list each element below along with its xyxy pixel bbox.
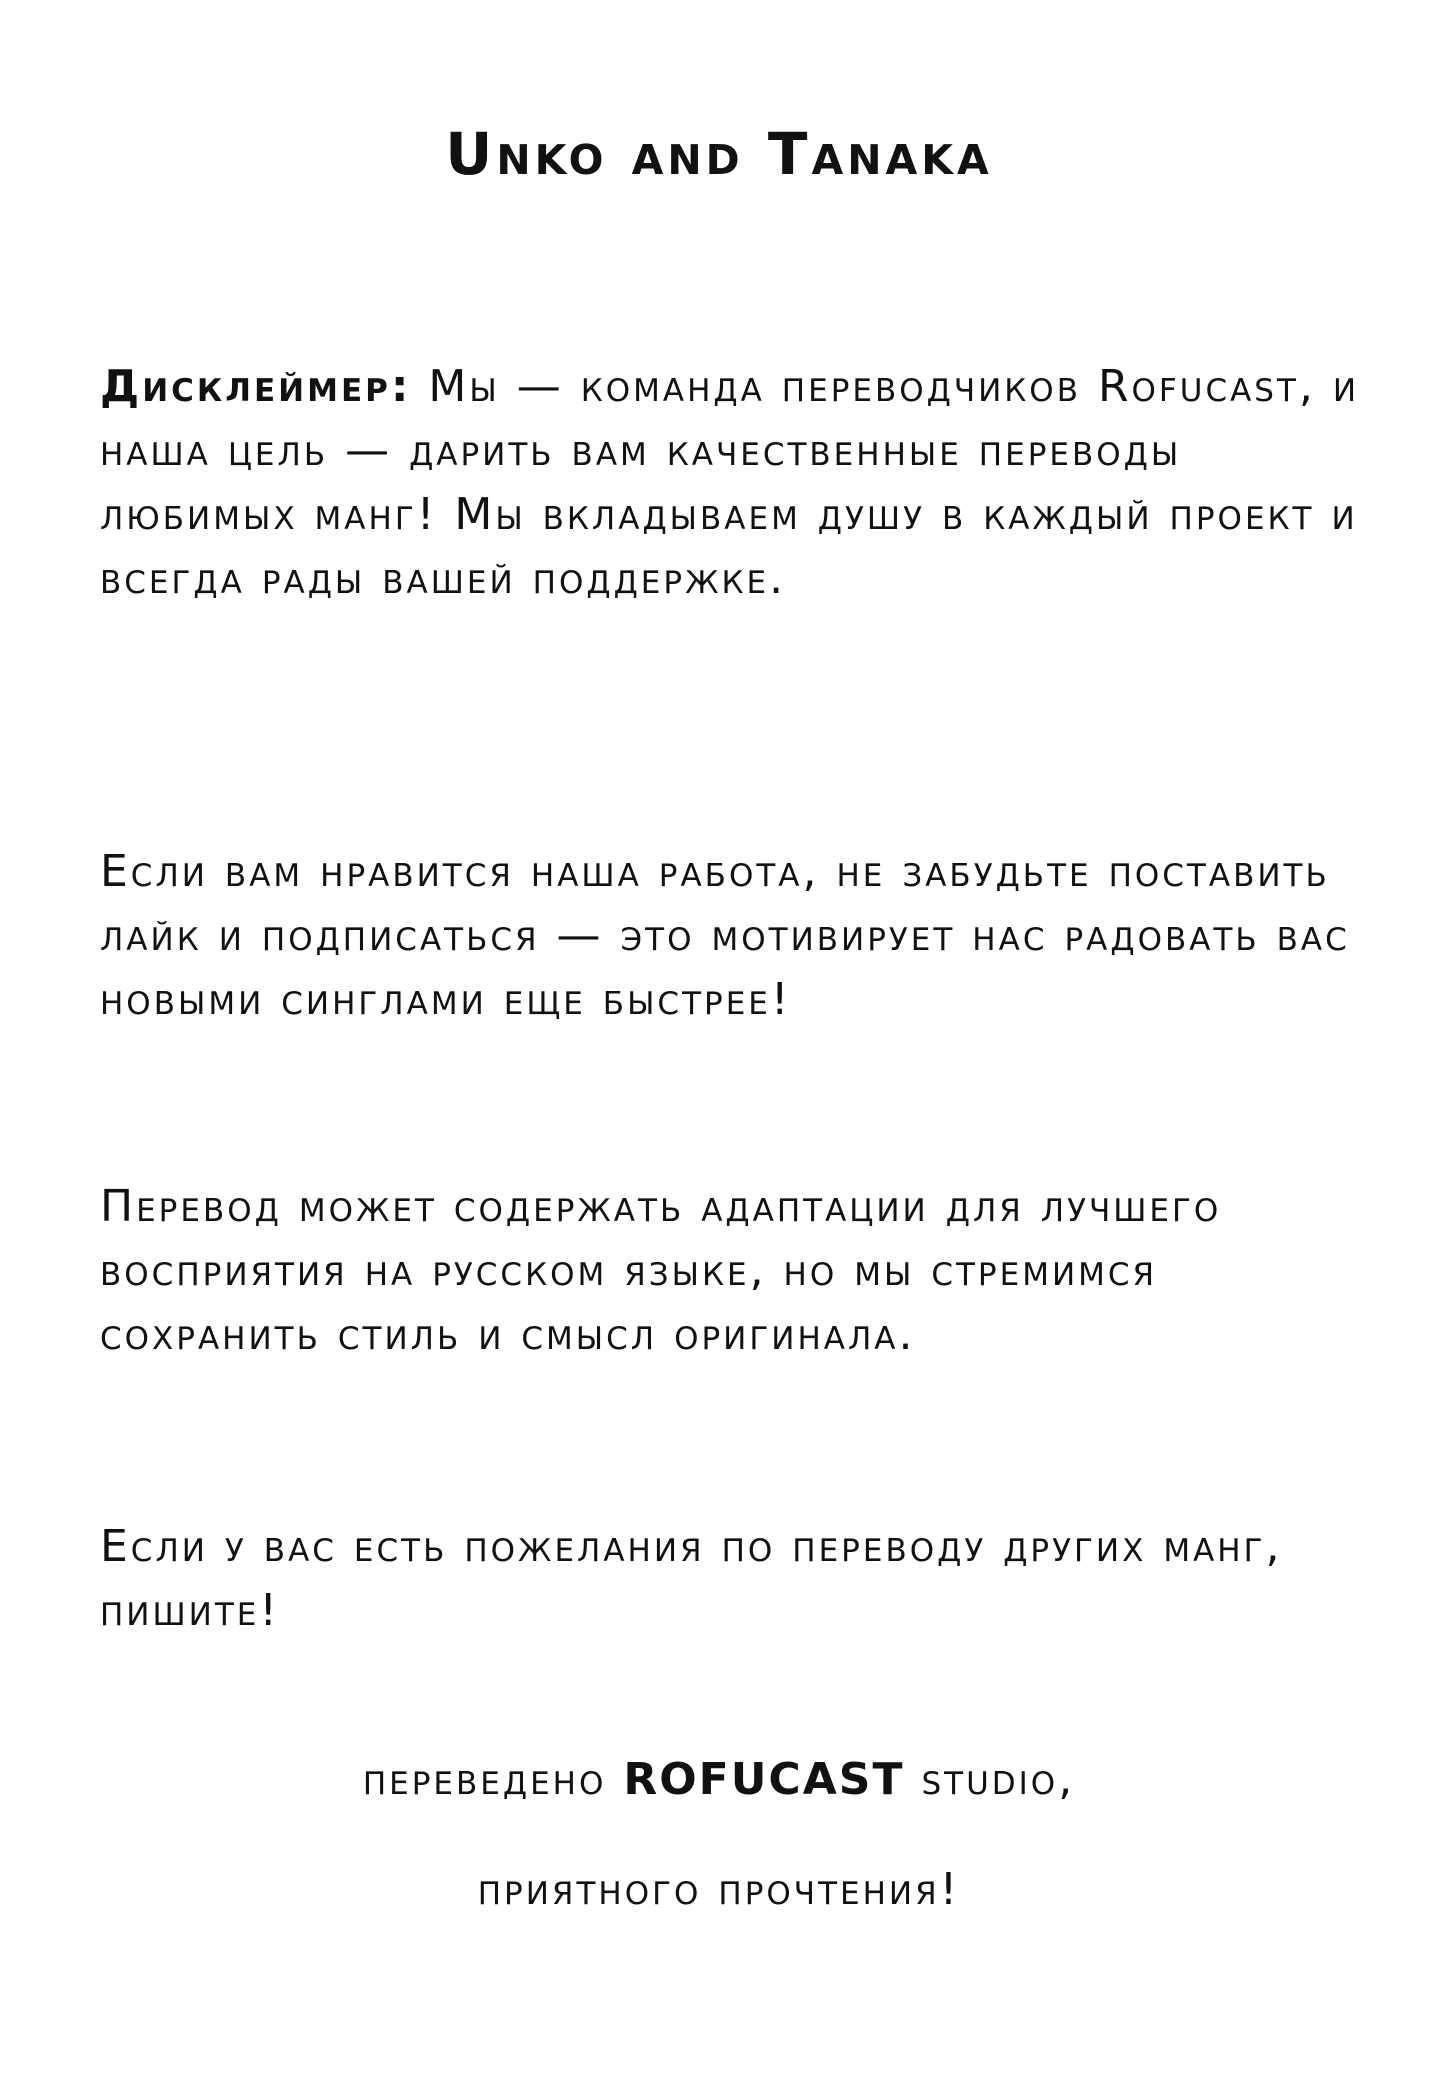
credits-line-2: приятного прочтения! (477, 1864, 961, 1915)
disclaimer-label: Дисклеймер: (100, 361, 412, 412)
credits-brand: ROFUCAST (623, 1754, 905, 1805)
credits (0, 1725, 1438, 1945)
page-title: Unko and Tanaka (445, 120, 993, 188)
credits-prefix: переведено (362, 1754, 624, 1805)
requests-paragraph: Если у вас есть пожелания по переводу других манг, пишите! (100, 1521, 1283, 1636)
credits-line-1 (0, 1725, 1438, 1835)
disclaimer-paragraph (100, 355, 1360, 611)
support-paragraph: Если вам нравится наша работа, не забудьте поставить лайк и подписаться — это мотивирует нас радовать вас новыми синглами еще быстрее! (100, 846, 1350, 1025)
adaptation-paragraph: Перевод может содержать адаптации для лучшего восприятия на русском языке, но мы стремимся сохранить стиль и смысл оригинала. (100, 1181, 1222, 1360)
disclaimer-text: Мы — команда переводчиков Rofucast, и наша цель — дарить вам качественные переводы любимых манг! Мы вкладываем душу в каждый проект и всегда рады вашей поддержке. (100, 361, 1360, 604)
credits-suffix: studio, (904, 1754, 1076, 1805)
